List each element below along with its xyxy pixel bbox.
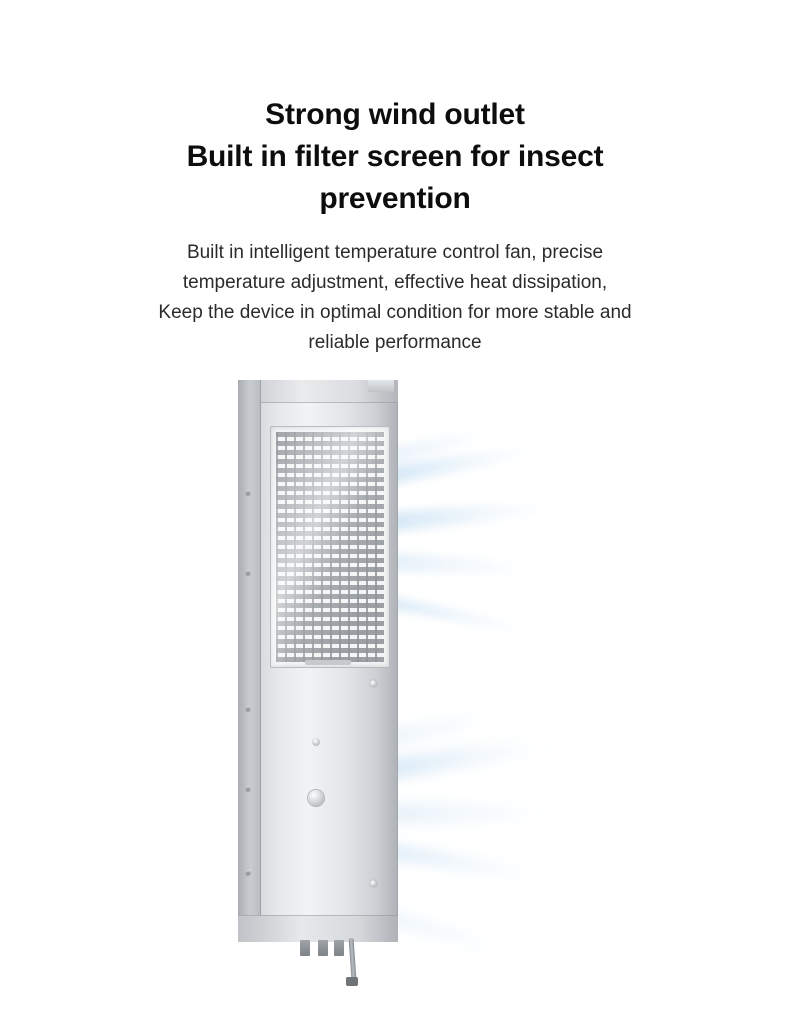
bottom-connector <box>318 940 328 956</box>
bottom-connector <box>300 940 310 956</box>
page-title <box>0 0 790 220</box>
rail-notch <box>245 706 251 712</box>
panel-screw <box>370 880 377 887</box>
panel-screw <box>370 680 377 687</box>
page-title-line-3: prevention <box>319 182 471 215</box>
page-title-line-2: Built in filter screen for insect <box>186 140 604 173</box>
rail-notch <box>245 570 251 576</box>
description-line-2: temperature adjustment, effective heat dissipation, <box>182 272 608 293</box>
product-device <box>238 380 398 950</box>
vent-grille-sheen <box>271 427 389 667</box>
round-knob <box>308 790 324 806</box>
power-cable-tip <box>346 977 358 986</box>
device-chassis <box>238 380 398 942</box>
rail-notch <box>245 786 251 792</box>
small-port <box>312 738 320 746</box>
product-figure <box>0 372 790 992</box>
vent-grille-panel <box>270 426 390 668</box>
vent-grille-tab <box>305 660 351 665</box>
description-line-1: Built in intelligent temperature control fan, precise <box>186 242 604 263</box>
device-bottom-cap <box>238 915 398 942</box>
rail-notch <box>245 490 251 496</box>
device-top-tab <box>368 380 394 392</box>
page-title-line-1: Strong wind outlet <box>265 98 525 131</box>
power-cable <box>349 938 357 980</box>
description-line-4: reliable performance <box>308 332 482 353</box>
rail-notch <box>245 870 251 876</box>
bottom-connector <box>334 940 344 956</box>
page-description <box>0 238 790 358</box>
device-side-rail <box>238 380 261 942</box>
description-line-3: Keep the device in optimal condition for more stable and <box>158 302 632 323</box>
